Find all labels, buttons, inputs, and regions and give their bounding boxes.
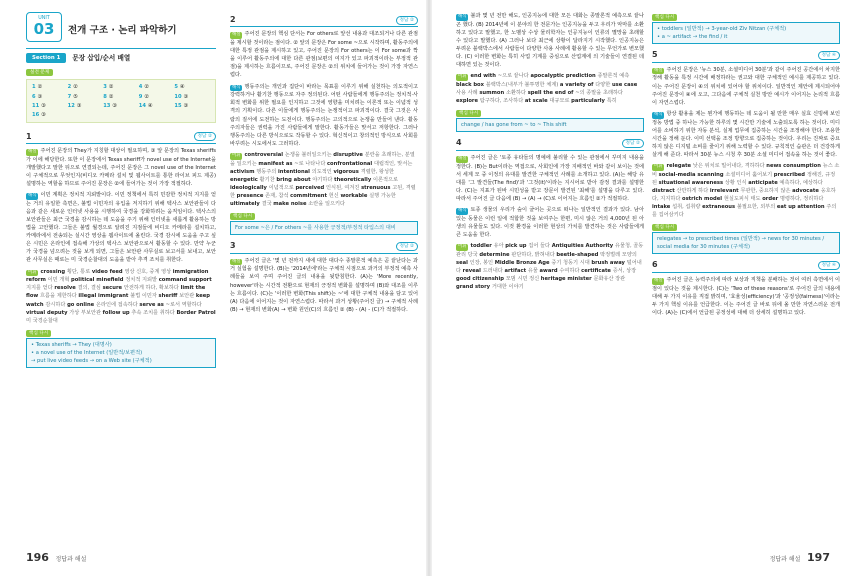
column-3: [456, 12, 644, 294]
key-line: relegates → to prescribed times (일반적) → news for 30 minutes / social media for 30 minutes (구체적): [657, 236, 825, 251]
vocab-word: apocalyptic prediction: [530, 73, 598, 80]
answer-item: [174, 83, 210, 91]
vocab-word: prescribed: [773, 171, 807, 178]
vocab-meaning: 정해진, 규정된: [652, 171, 836, 186]
answer-item-choice: ③: [41, 111, 46, 118]
explanation-label: 해설: [232, 32, 241, 38]
q4-translation: 해석 토종 생물의 우리가 숲이 굴어는 곳으로 떠나는 일반적인 결과가 있다. 남아 있는 동물은 이런 일에 적합한 것을 보여주는 한편, 미시 않은 거의 4,000년 된 아생의 유물들도 있다. 이것 환경을 이러한 현상의 가치를 발견하는 것은 사람들에게 큰 도움을 한다.: [456, 206, 644, 238]
answer-badge: 정답 ④: [818, 51, 840, 60]
question-number: 5: [652, 50, 658, 60]
q3-vocab: [456, 72, 644, 105]
vocab-word: brush away: [591, 259, 627, 266]
vocab-meaning: 뉴스 소비: [652, 162, 840, 178]
unit-title: 전개 구조 · 논리 파악하기: [68, 25, 177, 37]
vocab-word: anticipate: [748, 179, 780, 186]
question-number: 2: [230, 15, 236, 24]
answer-item-choice: ④: [180, 84, 185, 91]
vocab-meaning: 행동주의: [256, 168, 278, 175]
vocab-label: 어휘: [458, 74, 467, 80]
q5-translation: 해석 항상 활용을 제는 뭔가에 행동하는 데 도움이 될 만한 매우 실효 신빙해 보인 정동 방법 중 하나는 가능한 하루의 몇 시간만 기술에 노출되도록 하는 것이다. 미디어를 소비하기 위한 자동 분석, 실제 업무에 집중하는 시간을 조정해야 한다. 조용한 시간을 정해 둔다. 이미 선택을 조정 방향으로 집중하는 것이다. 우리는 진짜로 중요하지 않은 디지털 소비를 줄이기 위해 노력할 수 있다. 규칙적인 습관은 더 건강하게 살게 해 준다. 따라서 30분 뉴스 시청 후 30분 소셜 미디어 접속을 하는 것이 좋다.: [652, 110, 840, 158]
vocab-word: seal: [456, 259, 470, 266]
key-line: change / has gone from ~ to ~ This shift: [461, 122, 567, 129]
key-title: 핵심 다시: [652, 224, 677, 231]
vocab-word: reveal: [462, 267, 483, 274]
q2-vocab: [230, 151, 418, 208]
answer-item: [103, 83, 139, 91]
vocab-word: a variety of: [559, 82, 596, 89]
vocab-meaning: 주의를 집어삼키다: [652, 203, 837, 218]
vocab-word: vigorous: [333, 168, 361, 175]
q4-vocab: [456, 242, 644, 291]
vocab-meaning: 유물: [527, 267, 540, 274]
vocab-meaning: 털어내다: [456, 259, 642, 274]
answer-item-number: 13: [103, 102, 111, 109]
answer-item: [32, 83, 68, 91]
vocab-word: illegal immigrant: [78, 293, 131, 300]
column-1: [26, 12, 216, 373]
q5-explanation: 해설 주어진 문장은 '뉴스 30분, 소셜미디어 30분'과 같이 주어진 공간에서 차지한 정해 활동을 특정 시간에 배정하라는 권고와 대한 구체적인 예시를 제공하고 있다. 이는 주어진 문장이 ④의 위치에 있어야 할 위치이다. 일반적인 제안에 제시되어야 주어진 문장이 ④에 오고, 그다음에 구체적 실천 방안 예시가 이어지는 논리적 흐름이 자연스럽다.: [652, 66, 840, 106]
vocab-meaning: 격렬한, 왕성한: [360, 168, 394, 175]
vocab-word: confrontational: [326, 160, 374, 167]
vocab-word: controversial: [244, 151, 285, 158]
question-5-header: [652, 49, 840, 62]
vocab-word: workable: [340, 192, 370, 199]
unit-label: UNIT: [38, 16, 50, 21]
q2-explanation: 해설 주어진 문장의 핵심 단서는 For others로 앞선 내용과 대조되거나 다른 관점을 제시할 것이라는 점이다. ② 앞의 문장은 For some ~으로 시작하며, 활동주의에 대한 특정 관점을 제시하고 있고, 주어진 문장의 For others는 이 For some과 짝을 이루어 활동주의에 대한 다른 관점(보편의 여지가 있고 파괴적이라는 부정적 관점)을 제시하는 흐름이므로, 주어진 문장은 ②의 위치에 들어가는 것이 가장 자연스럽다.: [230, 31, 418, 79]
question-number: 6: [652, 260, 658, 270]
column-4: [652, 12, 840, 320]
vocab-word: artifact: [504, 267, 528, 274]
vocab-word: go online: [67, 301, 96, 308]
vocab-meaning: 산만하게 하다: [676, 187, 710, 194]
translation-label: 해석: [458, 207, 467, 213]
vocab-meaning: 판단하다, 밝혀내다: [511, 251, 557, 258]
vocab-meaning: 대립적인, 맞서는: [373, 160, 413, 167]
unit-header: [26, 12, 216, 42]
column-2: [230, 12, 418, 317]
vocab-word: good citizenship: [456, 275, 506, 282]
answer-item-number: 3: [103, 84, 107, 91]
vocab-meaning: 옹호하다, 지지하다: [652, 187, 836, 202]
vocab-meaning: 헌신: [328, 192, 341, 199]
vocab-word: manifest as: [258, 160, 295, 167]
footer-left: [26, 549, 86, 566]
answer-item: [32, 111, 68, 119]
vocab-word: crossing: [40, 268, 67, 275]
answer-item-choice: ②: [108, 84, 114, 91]
answer-item-choice: ③: [112, 102, 118, 109]
answer-item-choice: ③: [183, 102, 189, 109]
vocab-meaning: 불법 이민자: [130, 293, 159, 300]
vocab-word: follow up: [102, 309, 132, 316]
vocab-label: 어휘: [654, 163, 663, 169]
vocab-meaning: 불필요한, 외부의: [736, 203, 777, 210]
q3-translation: 해석 불과 몇 년 전만 해도, 인공지능에 대한 모든 대화는 종말론적 예측으로 끝나곤 했다. (B) 2014년에 이 분야의 한 전문가는 인공지능을 두고 우리가 악마를 소환하고 있다고 말했고, 한 노벨상 수상 물리학자는 인공지능이 인류의 멸망을 초래할 수 있다고 말했다. (A) 그러나 보다 최근에 상황이 달라지기 시작했다. 인공지능은 두려운 블랙박스에서 사람들이 다양한 사용 사례에 활용할 수 있는 무언가로 변모했다. (C) 이러한 변화는 특히 사업 기계를 중심으로 산업계에 의 기술들이 연결된 데 대하면 있는 것이다.: [456, 13, 644, 69]
q5-vocab: [652, 162, 840, 219]
answer-item-number: 12: [67, 102, 75, 109]
vocab-word: serve as: [139, 301, 166, 308]
answer-badge: 정답 ②: [396, 242, 418, 251]
answer-box: [26, 79, 216, 122]
key-line: • toddlers (일반적) → 3-year-old Ziv Nitzan (구체적): [657, 26, 787, 33]
vocab-word: ultimately: [230, 200, 262, 207]
vocab-word: distract: [652, 187, 677, 194]
vocab-word: end with: [470, 73, 498, 80]
question-number: 3: [230, 241, 236, 251]
q2-translation: 해석 행동주의는 개인과 집단이 바라는 목표를 이루기 위해 실천하는 의도적이고 강력하거나 활기찬 행동으로 자주 정의된다. 어떤 사람들에게 행동주의는 정치적·사회적 변화를 위한 필요를 인지하고 그것에 영향을 미치려는 이론적 또는 이념적 성격의 기획이다. 다른 이들에게 행동주의는 논쟁적이고 파괴적이다. 결국 그것은 사람의 질서에 도전하는 도전이다. 행동주의는 고의적으로 논쟁을 만들어 낸다. 활동주의자들은 권력을 가진 사람들에게 말한다. 활동가들은 맞서고 저항한다. 그러나 행동주의는 다른 방식으로도 작동할 수 있다. 혁신적이고 창의적인 방식으로 사회를 바꾸려는 시도에서도 그러하다.: [230, 83, 418, 147]
vocab-meaning: 온라인에 접속하다: [95, 301, 140, 308]
answer-item-choice: ②: [37, 84, 43, 91]
answer-item-number: 9: [138, 93, 143, 100]
q3-explanation: 해설 주어진 글은 '몇 년 전까지 새에 대한 대다수 종말론적 예측은 곧 끝난다는 과거 실험을 설명한다. (B)는 '2014년에'라는 구체적 시점으로 과거의 부정적 예측 사례들을 보여 주며 주어진 글의 내용을 뒷받침한다. (A)는 'More recently, however'라는 시간적 전환으로 현재의 긍정적 변화를 설명하며 (B)와 대조를 이루는 흐름이다. (C)는 '이러한 변화(This shift)는 ~'에 대한 구체적 내용을 담고 있어 (A) 다음에 이어지는 것이 자연스럽다. 따라서 과거 상황(주어진 글) → 구체적 사례(B) → 현재의 변화(A) → 변화 원인(C)의 흐름인 ② (B) - (A) - (C)가 적절하다.: [230, 257, 418, 313]
vocab-label: 어휘: [232, 152, 241, 158]
vocab-word: summon: [479, 90, 506, 97]
q3-key-box: [456, 118, 644, 132]
question-6-header: [652, 259, 840, 272]
answer-tag: 실전 문제: [26, 69, 53, 76]
key-line: For some ~은 / For others ~를 사용한 긍정적/부정적 타입스의 대비: [235, 225, 396, 232]
key-title: 핵심 다시: [230, 213, 255, 220]
key-title: 핵심 다시: [652, 14, 677, 21]
footer-text-right: 정답과 해설: [769, 555, 801, 563]
vocab-meaning: 횡단, 통로: [66, 268, 92, 275]
vocab-word: at scale: [524, 98, 550, 105]
question-4-header: [456, 137, 644, 150]
translation-label: 해석: [28, 193, 37, 199]
q4-key-box: [652, 22, 840, 44]
vocab-word: Middle Bronze Age: [494, 259, 552, 266]
vocab-meaning: 블랙박스(내부가 불투명한 체계): [485, 82, 560, 89]
vocab-word: energetic: [230, 176, 260, 183]
vocab-word: certificate: [581, 267, 613, 274]
vocab-meaning: 증서, 상장: [612, 267, 637, 274]
answer-item-choice: ⑤: [73, 93, 78, 100]
vocab-meaning: 실행 가능한: [369, 192, 396, 199]
vocab-label: 어휘: [28, 269, 37, 275]
explanation-label: 해설: [232, 258, 241, 264]
vocab-meaning: 상황 인식: [724, 179, 749, 186]
vocab-meaning: 드러내다: [482, 267, 505, 274]
unit-number: 03: [33, 20, 55, 39]
answer-item-number: 4: [138, 84, 143, 91]
vocab-meaning: 거대한 이야기: [491, 284, 524, 291]
answer-item: [32, 102, 68, 110]
answer-badge: 정답 ②: [194, 132, 216, 141]
vocab-meaning: 종말론적 예측: [597, 73, 630, 80]
vocab-meaning: 이념적으로: [268, 184, 296, 191]
vocab-word: theoretically: [334, 176, 374, 183]
vocab-word: command support: [158, 277, 212, 284]
vocab-word: Border Patrol: [176, 309, 216, 316]
vocab-word: determine: [479, 251, 512, 258]
vocab-word: bring about: [276, 176, 313, 183]
question-1-header: [26, 131, 216, 144]
q1-key-box: [26, 338, 216, 368]
vocab-meaning: 특히: [606, 98, 617, 105]
explanation-label: 해설: [458, 155, 467, 161]
translation-label: 해석: [232, 84, 241, 90]
vocab-meaning: 보안관: [179, 293, 196, 300]
vocab-meaning: 중기 청동기 시대: [551, 259, 592, 266]
vocab-meaning: 유아: [493, 242, 506, 249]
answer-badge: 정답 ②: [396, 16, 418, 25]
section-name: 문장 삽입/순서 배열: [72, 54, 131, 63]
vocab-meaning: 정치적 지뢰밭: [125, 277, 159, 284]
vocab-word: advocate: [792, 187, 821, 194]
vocab-meaning: 낮은 위치로 밀어내다, 격하하다: [692, 162, 767, 169]
answer-badge: 정답 ②: [622, 139, 644, 148]
vocab-meaning: 고된, 격렬한: [230, 184, 416, 199]
vocab-word: intake: [652, 203, 673, 210]
q6-explanation: 해설 주어진 글은 능력주의에 따라 보상과 직책을 분배하는 것이 여러 측면에서 이점이 있다는 것을 제시한다. (C)는 'Two of these reasons'로 주어진 글의 내용에 대해 두 가지 이유를 직접 밝히며, '효율성(efficiency)'과 '공정성(fairness)'이라는 두 가지 핵심 이유를 언급한다. 이는 주어진 글 바로 뒤에 올 만한 자연스러운 전개이다. (A)는 (C)에서 언급된 공정성에 대해 더 상세히 설명하고 있다.: [652, 276, 840, 316]
key-line: • a ~ artifact → the find / it: [657, 34, 728, 41]
vocab-word: pick up: [505, 242, 529, 249]
question-number: 1: [26, 131, 32, 141]
vocab-word: heritage minister: [540, 275, 594, 282]
footer-text-left: 정답과 해설: [55, 555, 87, 563]
vocab-word: disruptive: [333, 151, 365, 158]
vocab-word: intentional: [278, 168, 312, 175]
answer-item-choice: ③: [183, 93, 189, 100]
translation-label: 해석: [654, 111, 663, 117]
answer-item-number: 2: [67, 84, 72, 91]
vocab-meaning: 딱정벌레 모양의: [600, 251, 637, 258]
vocab-meaning: 인장, 봉인: [469, 259, 495, 266]
vocab-meaning: 이민 개혁: [47, 277, 72, 284]
vocab-word: strenuous: [361, 184, 393, 191]
key-title: 핵심 다시: [26, 330, 51, 337]
vocab-word: commitment: [290, 192, 329, 199]
q1-vocab: [26, 268, 216, 325]
vocab-meaning: 유물청, 골동 관리 당국: [456, 242, 644, 258]
vocab-meaning: 흐름을 제한하다: [40, 293, 79, 300]
page-number-left: 196: [26, 550, 49, 564]
vocab-meaning: 결국: [261, 200, 274, 207]
vocab-word: virtual deputy: [26, 309, 70, 316]
vocab-word: keep watch: [26, 293, 210, 308]
vocab-word: black box: [456, 82, 486, 89]
answer-item: [103, 102, 139, 110]
answer-item: [139, 93, 175, 101]
answer-badge: 정답 ④: [818, 261, 840, 270]
book-gutter: [426, 0, 432, 576]
vocab-meaning: 예측하다, 예상하다: [779, 179, 823, 186]
vocab-meaning: 인식된, 여겨진: [326, 184, 362, 191]
vocab-meaning: ~로서 역할하다: [165, 301, 202, 308]
vocab-word: political minefield: [71, 277, 126, 284]
section-pill: Section 1: [26, 53, 66, 63]
key-line: • Texas sheriffs → They (대명사): [31, 341, 112, 348]
explanation-label: 해설: [654, 67, 663, 73]
vocab-meaning: 탐구하다, 조사하다: [479, 98, 525, 105]
answer-item-choice: ③: [37, 93, 43, 100]
vocab-word: eat up attention: [776, 203, 827, 210]
answer-item-choice: ②: [144, 93, 150, 100]
vocab-meaning: 결의, 결심: [77, 285, 103, 292]
vocab-word: order: [762, 195, 780, 202]
answer-item-choice: ④: [148, 102, 153, 109]
answer-item: [174, 102, 210, 110]
answer-item: [32, 93, 68, 101]
answer-item-choice: ②: [108, 93, 114, 100]
answer-item-number: 10: [174, 93, 182, 100]
vocab-meaning: 현실도피식 태도: [723, 195, 763, 202]
answer-item-choice: ③: [76, 102, 82, 109]
explanation-label: 해설: [654, 277, 663, 283]
q5-key-box: [652, 232, 840, 254]
vocab-word: particularly: [571, 98, 607, 105]
answer-item-number: 6: [32, 93, 36, 100]
vocab-word: activism: [230, 168, 257, 175]
vocab-word: spell the end of: [527, 90, 576, 97]
answer-item-number: 14: [138, 102, 147, 109]
vocab-meaning: ~으로 끝나다: [497, 73, 531, 80]
answer-item-number: 5: [174, 84, 179, 91]
q1-explanation: 해설 주어진 문장의 They가 지칭할 대상이 필요하며, ③ 앞 문장의 Texas sheriffs가 이에 해당한다. 또한 이 문장에서 Texas sheriff가 novel use of the Internet을 개발했다고 말한 뒤으로 연결되는데, 주어진 문장은 그 novel use of the Internet이 구체적으로 무엇인지(비디오 카메라 설치 및 웹사이트를 통한 라이브 피드 제공) 설명하는 역할을 하므로 주어진 문장은 ②에 들어가는 것이 가장 적절하다.: [26, 148, 216, 188]
vocab-meaning: 섭취, 섭취량: [672, 203, 703, 210]
vocab-meaning: 모범 시민 정신: [505, 275, 541, 282]
vocab-word: news consumption: [766, 162, 823, 169]
vocab-word: toddler: [470, 242, 494, 249]
vocab-word: sheriff: [158, 293, 180, 300]
answer-item-number: 8: [103, 93, 107, 100]
answer-item: [68, 93, 104, 101]
key-title: 핵심 다시: [456, 110, 481, 117]
answer-item-choice: ②: [73, 84, 78, 91]
vocab-word: secure: [102, 285, 124, 292]
vocab-word: irrelevant: [709, 187, 741, 194]
answer-item: [174, 93, 210, 101]
vocab-meaning: 영상 신호, 중계 영상: [124, 268, 173, 275]
vocab-word: video feed: [91, 268, 125, 275]
vocab-meaning: 소환하다: [506, 90, 528, 97]
vocab-meaning: 지지를 얻다: [26, 285, 55, 292]
vocab-meaning: 활기찬: [259, 176, 277, 183]
page-number-right: 197: [807, 550, 830, 564]
q1-translation: 해석 이민 계획은 정치적 지뢰밭이다. 이민 정책에서 특히 민감한 정치적 지지를 얻는 거의 유일한 측면은, 불법 이민자의 유입을 저지하기 위해 텍사스 보안관들이 다음과 같은 새로운 인터넷 사용을 시행하여 국경을 강화하려는 움직임이다. 텍사스의 보안관들은 최근 국경을 감시하는 데 도움을 주기 위해 인터넷을 새롭게 활용하는 방법을 고안했다. 그들은 불법 월경으로 알려진 지점들에 비디오 카메라를 설치하고, 카메라에서 전송되는 실시간 영상을 웹사이트에 올린다. 국경 감시에 도움을 주고 싶은 시민은 온라인에 접속해 가상의 텍사스 보안관으로서 활동할 수 있다. 만약 누군가 국경을 넘으려는 것을 보게 되면, 그들은 보안관 사무실로 보고서를 보내고, 보안관 사무실은 때로는 미 국경순찰대의 도움을 받아 추격 조치를 취한다.: [26, 192, 216, 264]
vocab-word: situational awareness: [658, 179, 725, 186]
vocab-meaning: 집어 들다: [528, 242, 552, 249]
answer-item-number: 1: [32, 84, 36, 91]
answer-item-choice: ②: [144, 84, 150, 91]
vocab-word: beetle-shaped: [556, 251, 601, 258]
vocab-meaning: 분란을 초래하는, 분열을 일으키는: [230, 151, 415, 167]
vocab-meaning: 대규모로: [549, 98, 572, 105]
key-line: • a novel use of the Internet (일반적/보편적): [31, 349, 143, 356]
answer-item-choice: ③: [41, 102, 46, 109]
vocab-meaning: 다양한: [595, 82, 612, 89]
vocab-meaning: 무관한, 중요하지 않은: [740, 187, 793, 194]
vocab-meaning: 야기하다: [312, 176, 335, 183]
answer-item: [103, 93, 139, 101]
answer-item: [139, 102, 175, 110]
vocab-meaning: 감시하다: [45, 301, 68, 308]
vocab-meaning: 문화유산 장관: [593, 275, 626, 282]
vocab-word: use case: [611, 82, 638, 89]
vocab-word: perceived: [295, 184, 327, 191]
vocab-word: extraneous: [702, 203, 737, 210]
vocab-meaning: 명령하다, 정리하다: [779, 195, 824, 202]
explanation-label: 해설: [28, 149, 37, 155]
vocab-meaning: 미 국경순찰대: [26, 317, 58, 324]
vocab-word: immigration reform: [26, 268, 209, 284]
vocab-word: make noise: [273, 200, 309, 207]
question-number: 4: [456, 138, 462, 148]
vocab-word: Antiquities Authority: [551, 242, 615, 249]
question-2-header: [230, 14, 418, 27]
unit-badge: [26, 12, 62, 42]
vocab-meaning: ~의 종말을 초래하다: [575, 90, 623, 97]
answer-item: [139, 83, 175, 91]
vocab-meaning: 수여하다: [559, 267, 582, 274]
answer-item: [68, 83, 104, 91]
answer-item: [68, 102, 104, 110]
vocab-word: ideologically: [230, 184, 269, 191]
vocab-meaning: 소란을 일으키다: [308, 200, 346, 207]
vocab-meaning: 추속 조치를 취하다: [131, 309, 177, 316]
vocab-meaning: ~로 나타나다: [294, 160, 327, 167]
vocab-word: presence: [236, 192, 266, 199]
vocab-word: limit the flow: [26, 285, 206, 300]
q4-explanation: 해설 주어진 글은 '토종 유타들의 명예에 불리할 수 있는 관점에서 꾸미지 내용을 정한다. (B)는 But이라는 역접으로, 사회인에 가장 지배적인 바와 같이 보이는 것에서 세계 모 중 이정의 유대를 발견한 구체적인 사례를 소개하고 있다. (A)는 해당 유대를 '그 발견들(The find)'과 '그것(it)'이라는 지시어로 받아 감정 결과를 설명한다. (C)는 지표가 된바 시민성을 받고 장문이 발견된 '최해'를 설명을 다루고 있다. 따라서 주어진 글 다음에 (B) → (A) → (C)로 이어지는 흐름인 ②가 적절하다.: [456, 154, 644, 202]
footer-right: [770, 549, 830, 566]
vocab-meaning: 안전하게 하다, 확보하다: [123, 285, 181, 292]
vocab-meaning: 존재, 참석: [265, 192, 291, 199]
vocab-word: relegate: [666, 162, 693, 169]
section-bar: [26, 48, 216, 63]
answer-item-number: 7: [67, 93, 72, 100]
vocab-word: resolve: [54, 285, 78, 292]
vocab-meaning: 논쟁을 불러일으키는: [284, 151, 334, 158]
vocab-word: explore: [456, 98, 480, 105]
vocab-meaning: 소셜미디어 훑어보기: [725, 171, 774, 178]
answer-grid: [32, 83, 210, 118]
vocab-word: ostrich model: [682, 195, 724, 202]
vocab-meaning: 가상 부보안관: [69, 309, 103, 316]
answer-item-number: 16: [32, 111, 40, 118]
question-3-header: [230, 240, 418, 253]
answer-item-number: 11: [32, 102, 40, 109]
translation-label: 해석: [458, 14, 467, 19]
vocab-meaning: 사용 사례: [456, 90, 480, 97]
vocab-word: award: [539, 267, 560, 274]
key-line: → put live video feeds → on a Web site (구체적): [31, 357, 152, 364]
answer-item-number: 15: [174, 102, 182, 109]
vocab-word: social-media scanning: [658, 171, 726, 178]
q2-key-box: [230, 221, 418, 235]
vocab-meaning: 의도적인: [311, 168, 334, 175]
vocab-word: grand story: [456, 284, 492, 291]
vocab-meaning: 이론적으로: [373, 176, 399, 183]
vocab-label: 어휘: [458, 243, 467, 249]
